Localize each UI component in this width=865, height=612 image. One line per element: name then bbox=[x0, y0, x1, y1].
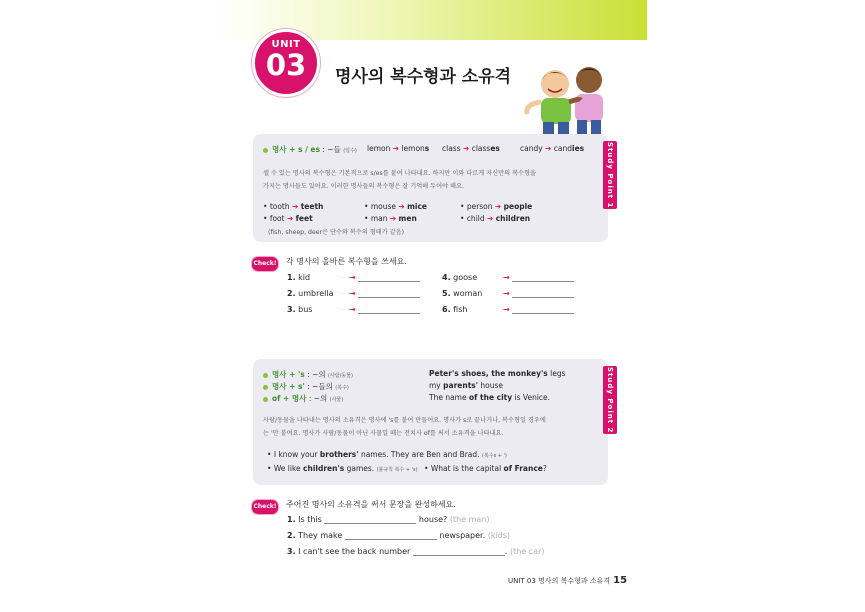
arrow-icon: ➔ bbox=[463, 144, 470, 153]
answer-blank[interactable] bbox=[324, 515, 416, 524]
item-post: newspaper. bbox=[439, 531, 486, 540]
arrow-icon: ➔ bbox=[392, 144, 400, 153]
irregular-to: people bbox=[503, 202, 533, 211]
possessive-rule bbox=[263, 393, 343, 404]
check1-item bbox=[287, 289, 333, 298]
example-to-base: lemon bbox=[401, 144, 425, 153]
arrow-icon: ➔ bbox=[545, 144, 552, 153]
item-post: house? bbox=[418, 515, 448, 524]
irregular-to: men bbox=[398, 214, 417, 223]
check-badge-1: Check! bbox=[251, 256, 279, 272]
check1-answer-4 bbox=[503, 273, 574, 282]
arrow-icon: → bbox=[349, 273, 356, 282]
example-from: candy bbox=[520, 144, 543, 153]
possessive-sentence-1: • I know your brothers' names. They are Ben and Brad. (복수s + ') bbox=[267, 450, 507, 459]
arrow-icon: ➔ bbox=[292, 202, 299, 211]
sentence-part: ? bbox=[542, 464, 547, 473]
check1-item bbox=[442, 273, 477, 282]
check2-instruction: 주어진 명사의 소유격을 써서 문장을 완성하세요. bbox=[286, 500, 456, 509]
possessive-sentence-3: • What is the capital of France? bbox=[424, 464, 547, 473]
bullet-dot-icon bbox=[263, 397, 268, 402]
item-word: umbrella bbox=[298, 289, 334, 298]
check-badge-2: Check! bbox=[251, 499, 279, 515]
answer-blank[interactable] bbox=[358, 305, 420, 314]
answer-blank[interactable] bbox=[345, 531, 437, 540]
study-point-2-tab: Study Point 2 bbox=[603, 366, 617, 434]
unit-badge bbox=[252, 29, 320, 97]
example-part: is Venice. bbox=[512, 393, 551, 402]
rule-meaning: : ~들의 bbox=[307, 382, 333, 391]
bullet-dot-icon bbox=[263, 148, 268, 153]
example-to-suffix: ies bbox=[572, 144, 585, 153]
item-pre: Is this bbox=[298, 515, 322, 524]
rule-label: 명사 + s' bbox=[272, 382, 305, 391]
irregular-from: child bbox=[466, 214, 485, 223]
irregular-item: • child ➔ children bbox=[460, 214, 531, 223]
irregular-to: mice bbox=[407, 202, 427, 211]
arrow-icon: ➔ bbox=[494, 202, 502, 211]
irregular-item: • tooth ➔ teeth bbox=[263, 202, 324, 211]
sentence-note: (복수s + ') bbox=[481, 453, 507, 459]
possessive-rule bbox=[263, 369, 353, 380]
arrow-icon: → bbox=[503, 289, 510, 298]
item-number: 1. bbox=[287, 273, 296, 282]
irregular-from: foot bbox=[269, 214, 285, 223]
answer-blank[interactable] bbox=[358, 273, 420, 282]
footer-label: UNIT 03 명사의 복수형과 소유격 bbox=[508, 577, 611, 585]
plural-example-1 bbox=[367, 144, 429, 153]
check1-item bbox=[287, 273, 310, 282]
plural-rule-note: (일수) bbox=[343, 148, 357, 154]
arrow-icon: ➔ bbox=[487, 214, 494, 223]
item-post: . bbox=[504, 547, 508, 556]
irregular-from: person bbox=[466, 202, 493, 211]
check1-answer-3 bbox=[349, 305, 420, 314]
plural-example-2 bbox=[442, 144, 500, 153]
sentence-part: What is the capital bbox=[430, 464, 504, 473]
possessive-example bbox=[429, 393, 550, 402]
item-word: woman bbox=[453, 289, 483, 298]
rule-note: (복수) bbox=[335, 385, 349, 391]
irregular-item: • mouse ➔ mice bbox=[364, 202, 427, 211]
answer-blank[interactable] bbox=[358, 289, 420, 298]
check2-item-2 bbox=[287, 531, 510, 540]
example-highlight: of the city bbox=[469, 393, 513, 402]
irregular-item: • person ➔ people bbox=[460, 202, 533, 211]
check1-answer-5 bbox=[503, 289, 574, 298]
irregular-from: man bbox=[370, 214, 388, 223]
arrow-icon: → bbox=[503, 273, 510, 282]
sentence-highlight: children's bbox=[303, 464, 345, 473]
arrow-icon: → bbox=[349, 289, 356, 298]
answer-blank[interactable] bbox=[413, 547, 505, 556]
item-number: 3. bbox=[287, 305, 296, 314]
sentence-note: (불규칙 복수 + 's) bbox=[376, 467, 418, 473]
arrow-icon: ➔ bbox=[286, 214, 294, 223]
check1-item bbox=[287, 305, 312, 314]
example-from: lemon bbox=[367, 144, 391, 153]
rule-note: (사물) bbox=[329, 397, 344, 403]
irregular-to: teeth bbox=[300, 202, 324, 211]
answer-blank[interactable] bbox=[512, 289, 574, 298]
item-hint: (the man) bbox=[449, 515, 490, 524]
unit-number: 03 bbox=[265, 48, 307, 82]
check2-item-1 bbox=[287, 515, 490, 524]
item-pre: They make bbox=[298, 531, 343, 540]
possessive-rule bbox=[263, 381, 349, 392]
item-number: 2. bbox=[287, 289, 296, 298]
unit-label: UNIT bbox=[271, 39, 301, 50]
check1-answer-6 bbox=[503, 305, 574, 314]
page-title: 명사의 복수형과 소유격 bbox=[335, 67, 512, 87]
sentence-highlight: of France bbox=[503, 464, 543, 473]
example-to-suffix: s bbox=[424, 144, 430, 153]
example-to-base: class bbox=[471, 144, 491, 153]
plural-rule bbox=[263, 144, 357, 155]
example-to-suffix: es bbox=[490, 144, 500, 153]
sentence-part: I know your bbox=[273, 450, 320, 459]
possessive-example bbox=[429, 381, 503, 390]
rule-note: (사람/동물) bbox=[328, 373, 353, 379]
item-number: 6. bbox=[442, 305, 451, 314]
arrow-icon: → bbox=[503, 305, 510, 314]
check1-answer-1 bbox=[349, 273, 420, 282]
rule-meaning: : ~의 bbox=[308, 394, 328, 403]
possessive-sentence-2: • We like children's games. (불규칙 복수 + 's) bbox=[267, 464, 418, 473]
item-number: 1. bbox=[287, 515, 296, 524]
arrow-icon: → bbox=[349, 305, 356, 314]
sentence-part: games. bbox=[344, 464, 375, 473]
arrow-icon: ➔ bbox=[398, 202, 405, 211]
plural-example-3 bbox=[520, 144, 584, 153]
check1-answer-2 bbox=[349, 289, 420, 298]
arrow-icon: ➔ bbox=[389, 214, 397, 223]
plural-rule-meaning: : ~들 bbox=[322, 145, 341, 154]
irregular-note: (fish, sheep, deer은 단수와 복수의 형태가 같음) bbox=[268, 229, 405, 236]
irregular-to: feet bbox=[295, 214, 313, 223]
rule-label: of + 명사 bbox=[272, 394, 307, 403]
example-part: legs bbox=[547, 369, 566, 378]
plural-explanation-line-1: 셀 수 있는 명사의 복수형은 기본적으로 s/es를 붙여 나타내요. 하지만 이와 다르게 자신만의 복수형을 bbox=[263, 170, 536, 177]
item-word: fish bbox=[453, 305, 468, 314]
item-hint: (kids) bbox=[487, 531, 511, 540]
sentence-highlight: brothers' bbox=[319, 450, 359, 459]
plural-explanation-line-2: 가지는 명사들도 있어요. 이러한 명사들의 복수형은 잘 기억해 두어야 해요. bbox=[263, 183, 464, 190]
bullet-dot-icon bbox=[263, 373, 268, 378]
bullet-dot-icon bbox=[263, 385, 268, 390]
irregular-from: mouse bbox=[370, 202, 396, 211]
answer-blank[interactable] bbox=[512, 305, 574, 314]
item-word: goose bbox=[453, 273, 478, 282]
rule-meaning: : ~의 bbox=[307, 370, 326, 379]
example-highlight: parents' bbox=[443, 381, 479, 390]
check1-instruction: 각 명사의 올바른 복수형을 쓰세요. bbox=[286, 257, 407, 266]
item-word: bus bbox=[298, 305, 313, 314]
example-part: The name bbox=[429, 393, 469, 402]
example-from: class bbox=[442, 144, 461, 153]
irregular-item: • foot ➔ feet bbox=[263, 214, 313, 223]
item-hint: (the car) bbox=[509, 547, 545, 556]
sentence-part: names. They are Ben and Brad. bbox=[358, 450, 480, 459]
example-highlight: monkey's bbox=[507, 369, 548, 378]
example-part: my bbox=[429, 381, 444, 390]
check2-item-3 bbox=[287, 547, 544, 556]
irregular-to: children bbox=[495, 214, 531, 223]
rule-label: 명사 + 's bbox=[272, 370, 305, 379]
example-part: Peter's shoes, the bbox=[429, 369, 508, 378]
page-number: 15 bbox=[613, 575, 628, 586]
plural-rule-label: 명사 + s / es bbox=[272, 145, 320, 154]
irregular-from: tooth bbox=[269, 202, 290, 211]
page-footer bbox=[508, 575, 627, 586]
item-number: 3. bbox=[287, 547, 296, 556]
sentence-part: We like bbox=[273, 464, 304, 473]
possessive-example bbox=[429, 369, 566, 378]
textbook-page bbox=[217, 0, 647, 612]
example-to-base: cand bbox=[553, 144, 572, 153]
example-part: house bbox=[478, 381, 504, 390]
check1-item bbox=[442, 289, 482, 298]
item-number: 4. bbox=[442, 273, 451, 282]
item-number: 2. bbox=[287, 531, 296, 540]
answer-blank[interactable] bbox=[512, 273, 574, 282]
item-number: 5. bbox=[442, 289, 451, 298]
item-pre: I can't see the back number bbox=[298, 547, 411, 556]
item-word: kid bbox=[298, 273, 311, 282]
possessive-explanation-line-2: 는 '만 붙여요. 명사가 사람/동물이 아닌 사물일 때는 전치사 of를 써서 소유격을 나타내요. bbox=[263, 430, 504, 437]
kids-illustration bbox=[517, 62, 617, 134]
irregular-item: • man ➔ men bbox=[364, 214, 417, 223]
study-point-1-tab: Study Point 1 bbox=[603, 141, 617, 209]
possessive-explanation-line-1: 사람/동물을 나타내는 명사의 소유격은 명사에 's를 붙여 만들어요. 명사가 s로 끝나거나, 복수형일 경우에 bbox=[263, 417, 546, 424]
check1-item bbox=[442, 305, 467, 314]
